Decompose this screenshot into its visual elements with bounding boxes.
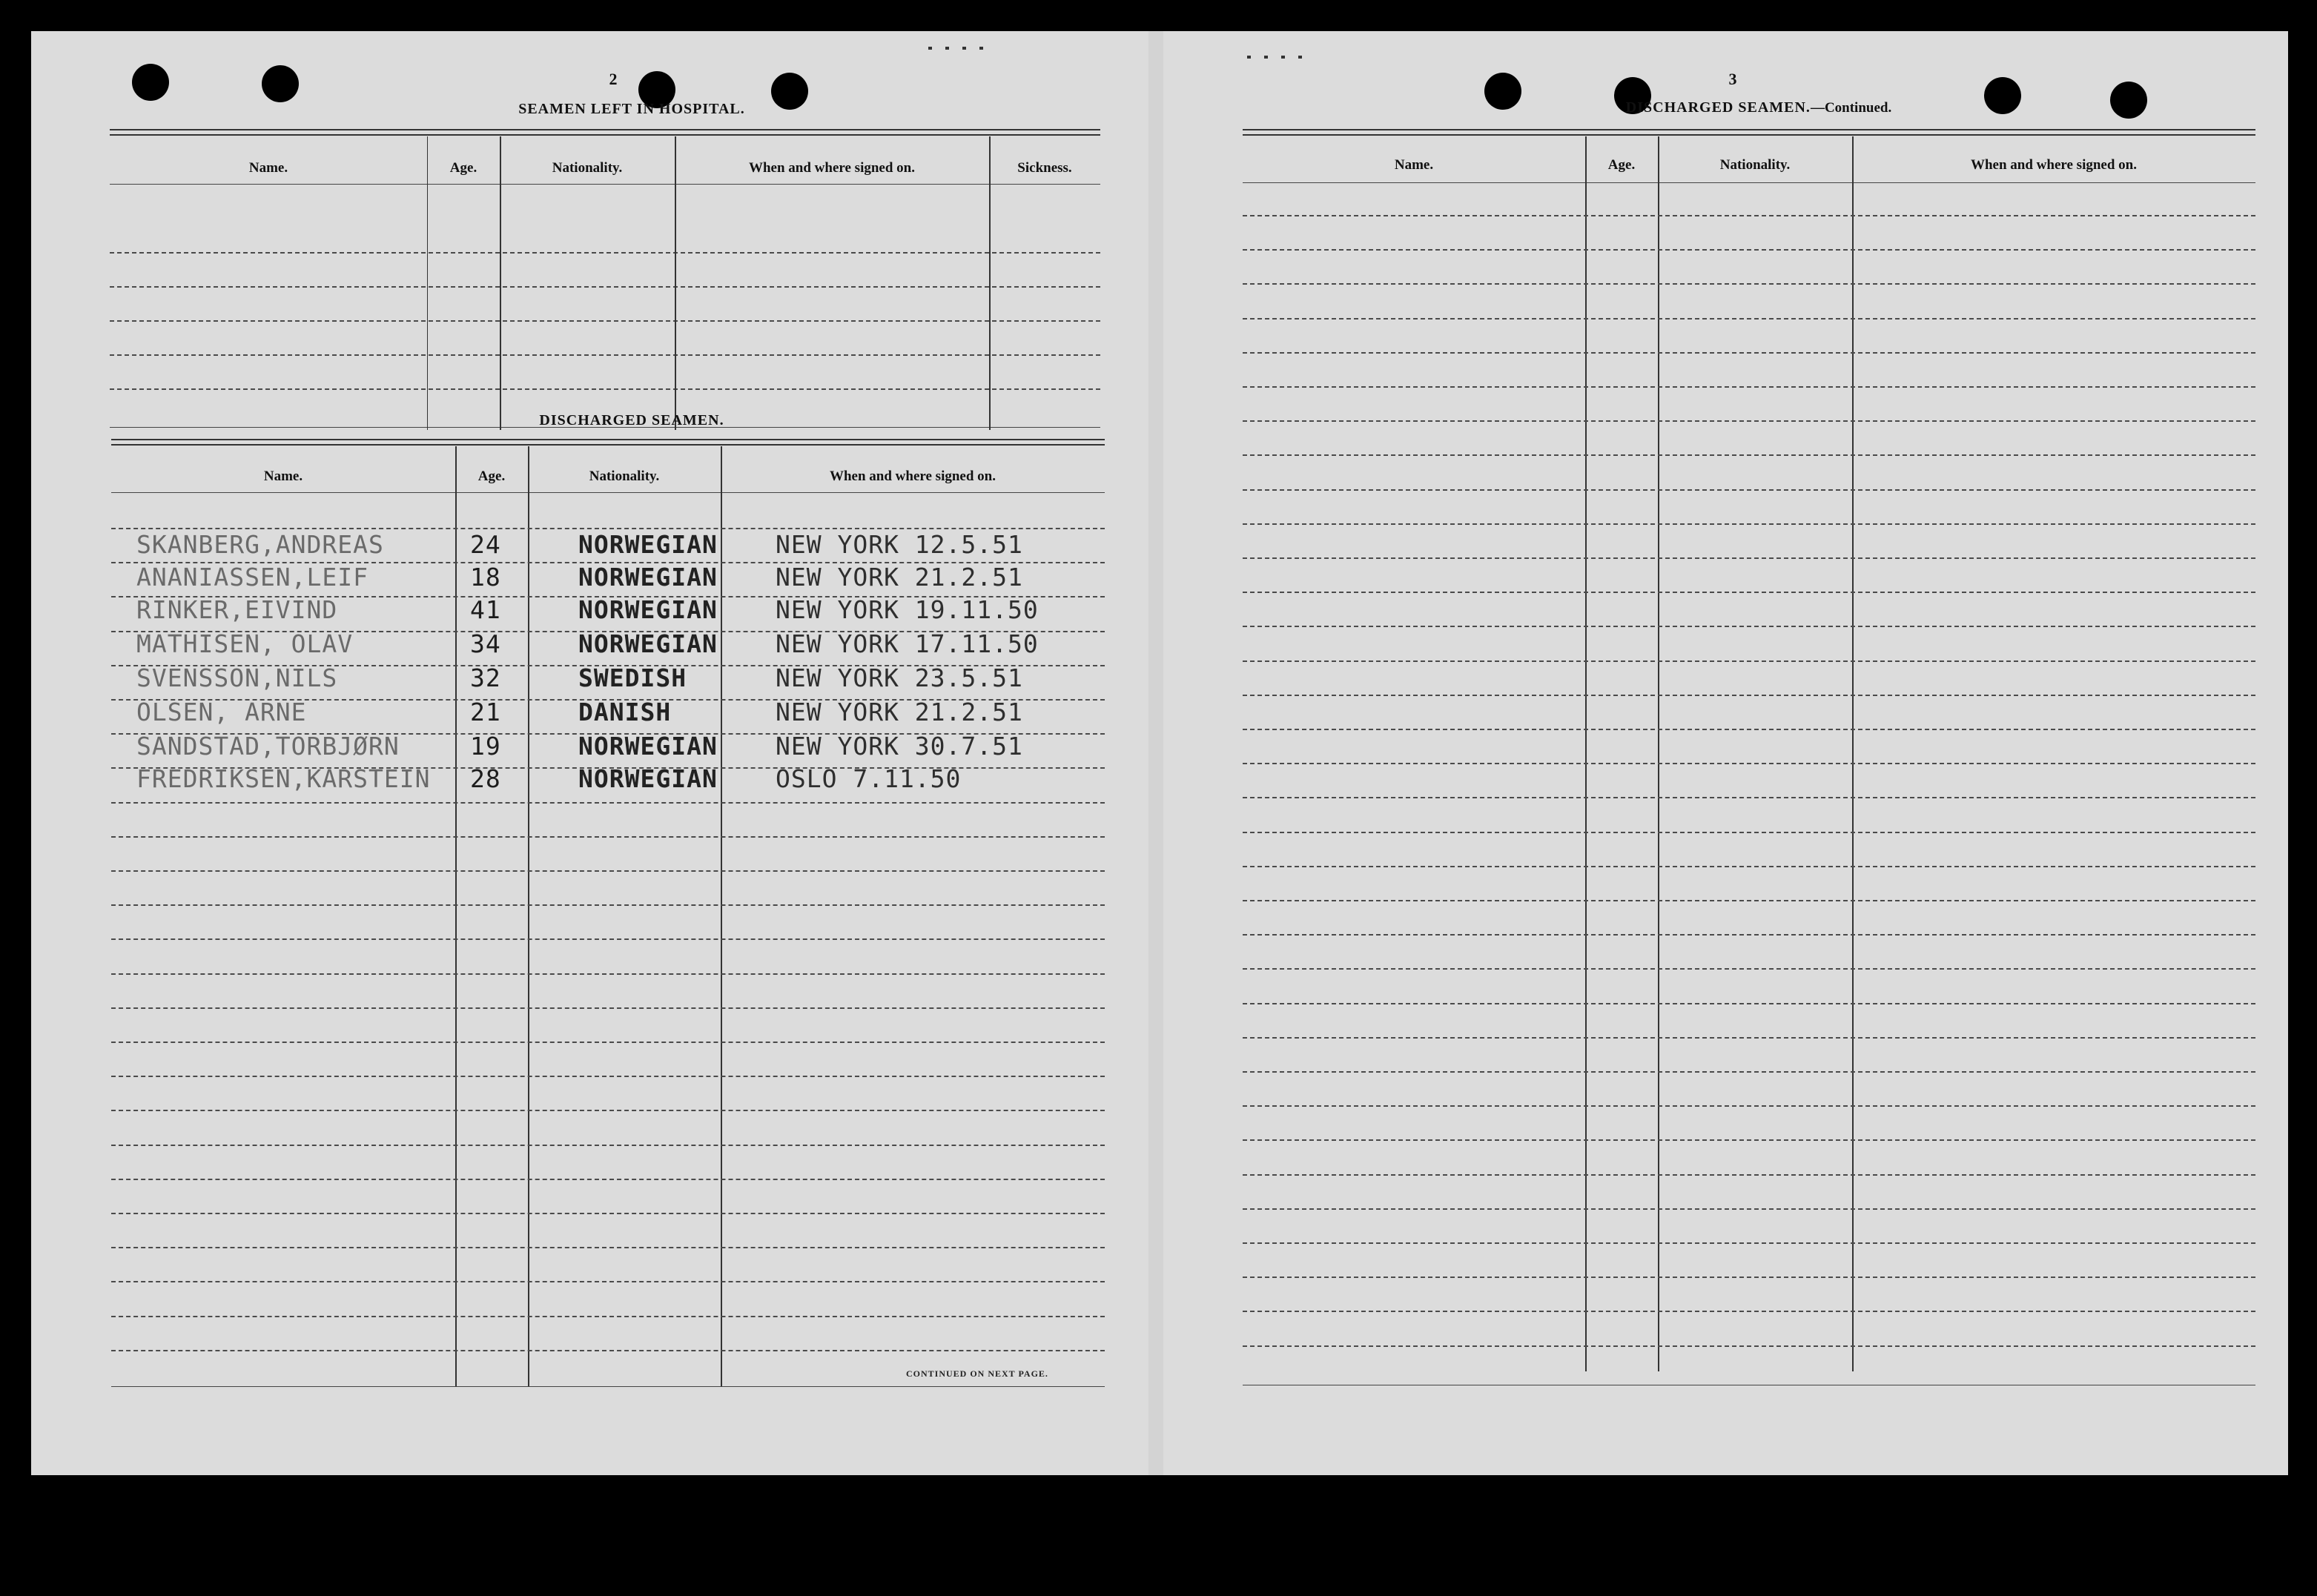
- ruled-line: [1243, 1105, 2255, 1107]
- seaman-name: RINKER,EIVIND: [136, 595, 338, 624]
- table-row: [111, 761, 1105, 795]
- column-header-when-where: When and where signed on.: [829, 468, 996, 484]
- page-number: 3: [1728, 70, 1737, 88]
- ruled-line: [1243, 729, 2255, 730]
- ruled-line: [1243, 968, 2255, 970]
- scan-specks: [1247, 49, 1315, 53]
- discharged-continued-table: [1243, 129, 2255, 1389]
- signed-on: NEW YORK 12.5.51: [776, 530, 1023, 559]
- punch-hole: [2110, 82, 2147, 119]
- ruled-line: [111, 1179, 1105, 1180]
- ruled-line: [1243, 1242, 2255, 1244]
- page-number: 2: [609, 70, 618, 88]
- table-row: [111, 626, 1105, 660]
- ruled-line: [1243, 1345, 2255, 1347]
- continued-note: CONTINUED ON NEXT PAGE.: [906, 1368, 1048, 1379]
- ruled-line: [110, 320, 1100, 322]
- column-header-name: Name.: [263, 468, 303, 484]
- ruled-line: [1243, 523, 2255, 525]
- title-suffix: —Continued.: [1810, 100, 1892, 116]
- ruled-line: [1243, 934, 2255, 936]
- table-row: [111, 559, 1105, 593]
- ruled-line: [111, 973, 1105, 975]
- ruled-line: [1243, 215, 2255, 216]
- ruled-line: [111, 1350, 1105, 1351]
- column-header-nationality: Nationality.: [1719, 157, 1791, 173]
- seaman-nationality: SWEDISH: [578, 663, 687, 692]
- ruled-line: [1243, 866, 2255, 867]
- column-divider: [1658, 136, 1659, 1371]
- punch-hole: [132, 64, 169, 101]
- scanned-document: [31, 31, 2288, 1475]
- table-rule: [111, 492, 1105, 493]
- seaman-nationality: NORWEGIAN: [578, 595, 718, 624]
- ruled-line: [111, 836, 1105, 838]
- ruled-line: [111, 1281, 1105, 1282]
- ruled-line: [1243, 454, 2255, 456]
- seaman-nationality: NORWEGIAN: [578, 732, 718, 761]
- table-rule: [1243, 182, 2255, 183]
- table-row: [111, 592, 1105, 626]
- column-header-when-where: When and where signed on.: [748, 160, 915, 176]
- signed-on: NEW YORK 17.11.50: [776, 629, 1039, 658]
- ruled-line: [1243, 592, 2255, 593]
- column-divider: [427, 136, 428, 430]
- ruled-line: [1243, 1208, 2255, 1210]
- ruled-line: [1243, 797, 2255, 798]
- scan-specks: [928, 40, 996, 44]
- seaman-name: SVENSSON,NILS: [136, 663, 338, 692]
- table-row: [111, 728, 1105, 762]
- discharged-section-title: DISCHARGED SEAMEN.: [539, 412, 724, 428]
- column-header-name: Name.: [1394, 157, 1434, 173]
- table-rule: [1243, 129, 2255, 136]
- seaman-name: ANANIASSEN,LEIF: [136, 563, 369, 592]
- column-divider: [500, 136, 501, 430]
- seaman-nationality: NORWEGIAN: [578, 629, 718, 658]
- seaman-nationality: DANISH: [578, 698, 672, 726]
- ruled-line: [1243, 318, 2255, 319]
- table-row: [111, 694, 1105, 728]
- ruled-line: [1243, 420, 2255, 422]
- signed-on: NEW YORK 19.11.50: [776, 595, 1039, 624]
- seaman-age: 18: [470, 563, 501, 592]
- seaman-name: SKANBERG,ANDREAS: [136, 530, 384, 559]
- ruled-line: [1243, 1037, 2255, 1039]
- page-gutter: [1148, 31, 1163, 1475]
- seaman-age: 32: [470, 663, 501, 692]
- column-header-when-where: When and where signed on.: [1970, 157, 2137, 173]
- ruled-line: [111, 1007, 1105, 1009]
- column-header-name: Name.: [248, 160, 288, 176]
- ruled-line: [1243, 1174, 2255, 1176]
- seaman-age: 21: [470, 698, 501, 726]
- ruled-line: [111, 1316, 1105, 1317]
- table-rule: [111, 1386, 1105, 1387]
- ruled-line: [1243, 386, 2255, 388]
- signed-on: NEW YORK 21.2.51: [776, 563, 1023, 592]
- ruled-line: [1243, 1311, 2255, 1312]
- seaman-name: OLSEN, ARNE: [136, 698, 307, 726]
- signed-on: NEW YORK 21.2.51: [776, 698, 1023, 726]
- ruled-line: [1243, 695, 2255, 696]
- ruled-line: [111, 938, 1105, 940]
- ruled-line: [1243, 283, 2255, 285]
- table-rule: [111, 439, 1105, 446]
- discharged-table: [111, 439, 1105, 1403]
- column-header-age: Age.: [1607, 157, 1636, 173]
- ruled-line: [1243, 352, 2255, 354]
- signed-on: OSLO 7.11.50: [776, 764, 962, 793]
- ruled-line: [110, 354, 1100, 356]
- ruled-line: [1243, 832, 2255, 833]
- ruled-line: [1243, 626, 2255, 627]
- table-row: [111, 526, 1105, 560]
- discharged-continued-title: [1573, 99, 1944, 116]
- hospital-table: [110, 129, 1100, 440]
- signed-on: NEW YORK 30.7.51: [776, 732, 1023, 761]
- ruled-line: [1243, 1277, 2255, 1278]
- ruled-line: [1243, 1003, 2255, 1004]
- ruled-line: [1243, 900, 2255, 901]
- seaman-age: 24: [470, 530, 501, 559]
- table-row: [111, 660, 1105, 694]
- column-divider: [1585, 136, 1587, 1371]
- ruled-line: [1243, 557, 2255, 559]
- ruled-line: [1243, 1139, 2255, 1141]
- seaman-nationality: NORWEGIAN: [578, 563, 718, 592]
- ruled-line: [110, 388, 1100, 390]
- ruled-line: [110, 286, 1100, 288]
- punch-hole: [262, 65, 299, 102]
- ruled-line: [1243, 489, 2255, 491]
- table-rule: [110, 129, 1100, 136]
- ruled-line: [111, 1247, 1105, 1248]
- ruled-line: [111, 802, 1105, 804]
- column-header-nationality: Nationality.: [589, 468, 660, 484]
- column-header-age: Age.: [449, 160, 477, 176]
- column-header-nationality: Nationality.: [552, 160, 623, 176]
- table-rule: [110, 184, 1100, 185]
- ruled-line: [111, 904, 1105, 906]
- seaman-age: 34: [470, 629, 501, 658]
- punch-hole: [1484, 73, 1521, 110]
- seaman-name: SANDSTAD,TORBJØRN: [136, 732, 400, 761]
- ruled-line: [111, 1145, 1105, 1146]
- seaman-age: 41: [470, 595, 501, 624]
- column-header-sickness: Sickness.: [1017, 160, 1072, 176]
- ruled-line: [1243, 1071, 2255, 1073]
- seaman-name: MATHISEN, OLAV: [136, 629, 354, 658]
- ruled-line: [1243, 249, 2255, 251]
- column-divider: [1852, 136, 1854, 1371]
- seaman-name: FREDRIKSEN,KARSTEIN: [136, 764, 431, 793]
- ruled-line: [111, 1042, 1105, 1043]
- hospital-section-title: SEAMEN LEFT IN HOSPITAL.: [518, 101, 745, 117]
- seaman-nationality: NORWEGIAN: [578, 764, 718, 793]
- seaman-age: 28: [470, 764, 501, 793]
- column-divider: [989, 136, 991, 430]
- column-divider: [675, 136, 676, 430]
- ruled-line: [111, 1076, 1105, 1077]
- seaman-nationality: NORWEGIAN: [578, 530, 718, 559]
- ruled-line: [111, 870, 1105, 872]
- title-text: DISCHARGED SEAMEN.: [1625, 99, 1811, 116]
- ruled-line: [111, 1213, 1105, 1214]
- ruled-line: [111, 1110, 1105, 1111]
- ruled-line: [110, 252, 1100, 254]
- column-header-age: Age.: [477, 468, 506, 484]
- signed-on: NEW YORK 23.5.51: [776, 663, 1023, 692]
- ruled-line: [1243, 763, 2255, 764]
- punch-hole: [1984, 77, 2021, 114]
- ruled-line: [1243, 660, 2255, 662]
- seaman-age: 19: [470, 732, 501, 761]
